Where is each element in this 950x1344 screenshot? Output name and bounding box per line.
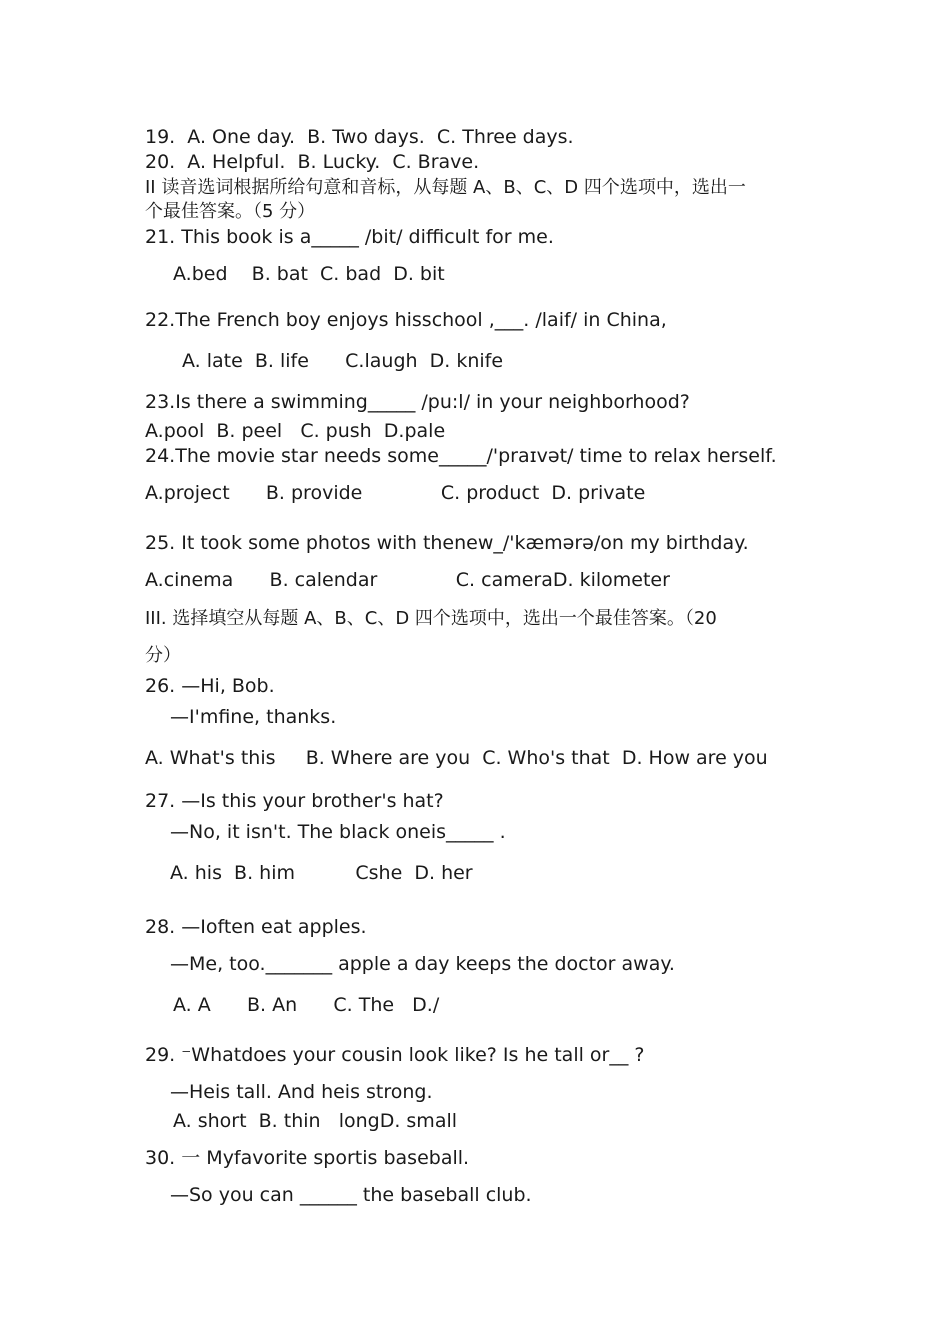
question-25-options: A.cinema B. calendar C. cameraD. kilometer — [145, 569, 670, 591]
question-22-options: A. late B. life C.laugh D. knife — [182, 350, 504, 372]
question-28-options: A. A B. An C. The D./ — [173, 994, 440, 1016]
question-29: 29. ⁻Whatdoes your cousin look like? Is he tall or__ ? — [145, 1044, 645, 1066]
section-3-heading: III. 选择填空从每题 A、B、C、D 四个选项中，选出一个最佳答案。（20 — [145, 608, 717, 629]
question-30: 30. 一 Myfavorite sportis baseball. — [145, 1147, 470, 1169]
question-30-reply: —So you can ______ the baseball club. — [170, 1184, 532, 1206]
question-25: 25. It took some photos with thenew_/'kæmərə/on my birthday. — [145, 532, 749, 554]
question-22: 22.The French boy enjoys hisschool ,___. /laif/ in China, — [145, 309, 667, 331]
question-20: 20. A. Helpful. B. Lucky. C. Brave. — [145, 151, 480, 173]
question-19: 19. A. One day. B. Two days. C. Three days. — [145, 126, 574, 148]
question-28-reply: —Me, too._______ apple a day keeps the doctor away. — [170, 953, 675, 975]
question-21-options: A.bed B. bat C. bad D. bit — [173, 263, 445, 285]
question-26: 26. —Hi, Bob. — [145, 675, 275, 697]
question-27: 27. —Is this your brother's hat? — [145, 790, 444, 812]
question-23-options: A.pool B. peel C. push D.pale — [145, 420, 446, 442]
question-27-options: A. his B. him Cshe D. her — [170, 862, 473, 884]
question-28: 28. —Ioften eat apples. — [145, 916, 367, 938]
question-24: 24.The movie star needs some_____/'praɪvət/ time to relax herself. — [145, 445, 777, 467]
question-29-reply: —Heis tall. And heis strong. — [170, 1081, 433, 1103]
section-3-heading-cont: 分） — [145, 645, 181, 666]
question-21: 21. This book is a_____ /bit/ difficult for me. — [145, 226, 554, 248]
question-26-reply: —I'mfine, thanks. — [170, 706, 337, 728]
question-23: 23.Is there a swimming_____ /pu:l/ in your neighborhood? — [145, 391, 690, 413]
question-29-options: A. short B. thin longD. small — [173, 1110, 458, 1132]
section-2-heading-cont: 个最佳答案。（5 分） — [145, 201, 316, 222]
section-2-heading: II 读音选词根据所给句意和音标，从每题 A、B、C、D 四个选项中，选出一 — [145, 177, 746, 198]
question-27-reply: —No, it isn't. The black oneis_____ . — [170, 821, 506, 843]
question-24-options: A.project B. provide C. product D. private — [145, 482, 646, 504]
question-26-options: A. What's this B. Where are you C. Who's that D. How are you — [145, 747, 768, 769]
